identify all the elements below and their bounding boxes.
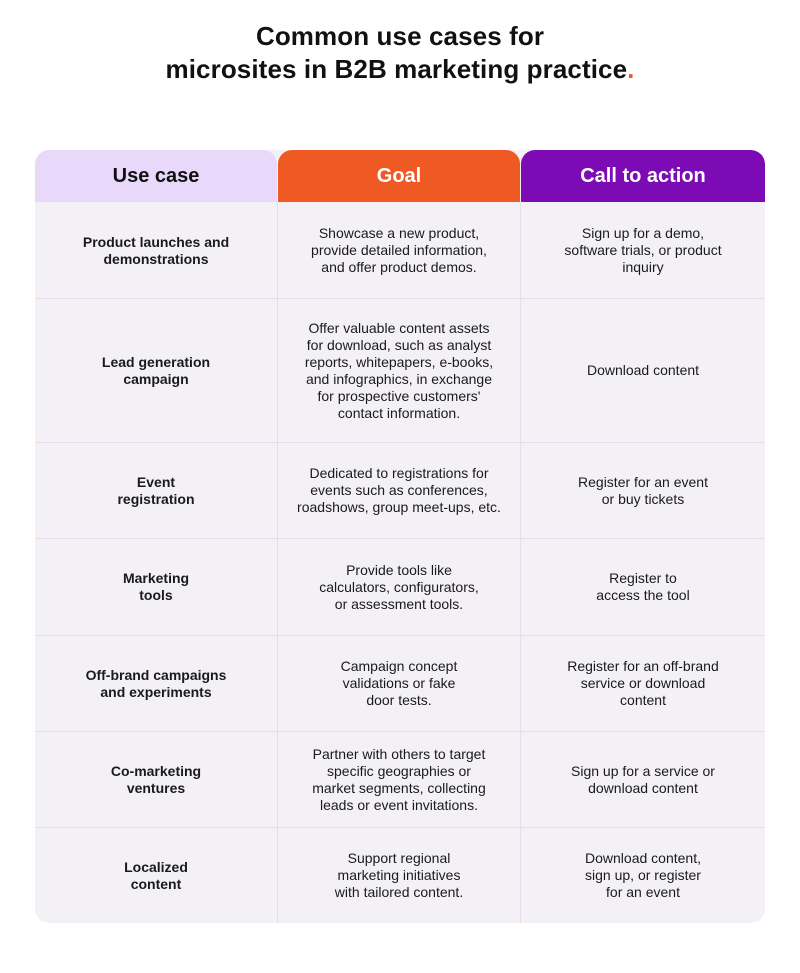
cell-text: Register for an event or buy tickets	[578, 473, 708, 507]
title-line-1: Common use cases for	[255, 21, 545, 51]
cell-text: Provide tools like calculators, configurators, or assessment tools.	[319, 561, 479, 612]
cell-text: Offer valuable content assets for download, such as analyst reports, whitepapers, e-books, and infographics, in exchange for prospective customers' contact information.	[304, 319, 494, 421]
cell-text: Marketing tools	[122, 570, 190, 603]
table-row-use-case	[35, 299, 277, 442]
cell-text: Showcase a new product, provide detailed information, and offer product demos.	[311, 225, 487, 275]
table-row-cta	[521, 636, 765, 731]
cell-text: Download content	[586, 362, 700, 378]
table-row-cta	[521, 299, 765, 442]
cell-text: Register for an off-brand service or download content	[567, 658, 719, 708]
cell-text: Register to access the tool	[596, 570, 690, 603]
table-row-cta	[521, 203, 765, 298]
cell-text: Dedicated to registrations for events such as conferences, roadshows, group meet-ups, etc.	[297, 465, 501, 515]
title-line-2	[0, 53, 800, 86]
table-row-use-case	[35, 732, 277, 827]
cell-text: Partner with others to target specific geographies or market segments, collecting leads or event invitations.	[312, 745, 486, 813]
cell-text: Lead generation campaign	[101, 353, 211, 387]
header-goal: Goal	[278, 150, 520, 202]
table-row-cta	[521, 443, 765, 538]
table-row-use-case	[35, 828, 277, 923]
title-line-2-text: microsites in B2B marketing practice	[165, 54, 628, 84]
cell-text: Product launches and demonstrations	[82, 233, 230, 267]
cell-text: Support regional marketing initiatives with tailored content.	[334, 850, 464, 900]
cell-text: Sign up for a demo, software trials, or product inquiry	[564, 225, 722, 275]
cell-text: Co-marketing ventures	[110, 762, 202, 796]
table-row-goal	[278, 443, 520, 538]
page-title	[0, 20, 800, 86]
title-accent-dot: .	[627, 54, 635, 84]
table-row-goal	[278, 636, 520, 731]
cell-text: Localized content	[124, 858, 188, 892]
cell-text: Sign up for a service or download content	[571, 762, 715, 796]
cell-text: Off-brand campaigns and experiments	[85, 666, 227, 700]
table-row-goal	[278, 828, 520, 923]
header-call-to-action: Call to action	[521, 150, 765, 202]
table-row-cta	[521, 539, 765, 635]
table-row-goal	[278, 732, 520, 827]
table-row-use-case	[35, 636, 277, 731]
table-row-use-case	[35, 539, 277, 635]
table-row-cta	[521, 828, 765, 923]
use-case-table	[35, 150, 765, 923]
cell-text: Event registration	[117, 473, 195, 507]
header-use-case: Use case	[35, 150, 277, 202]
table-row-goal	[278, 299, 520, 442]
cell-text: Campaign concept validations or fake door tests.	[340, 658, 458, 708]
table-row-cta	[521, 732, 765, 827]
table-row-goal	[278, 539, 520, 635]
table-row-use-case	[35, 203, 277, 298]
table-row-use-case	[35, 443, 277, 538]
cell-text: Download content, sign up, or register for an event	[585, 850, 701, 900]
table-row-goal	[278, 203, 520, 298]
